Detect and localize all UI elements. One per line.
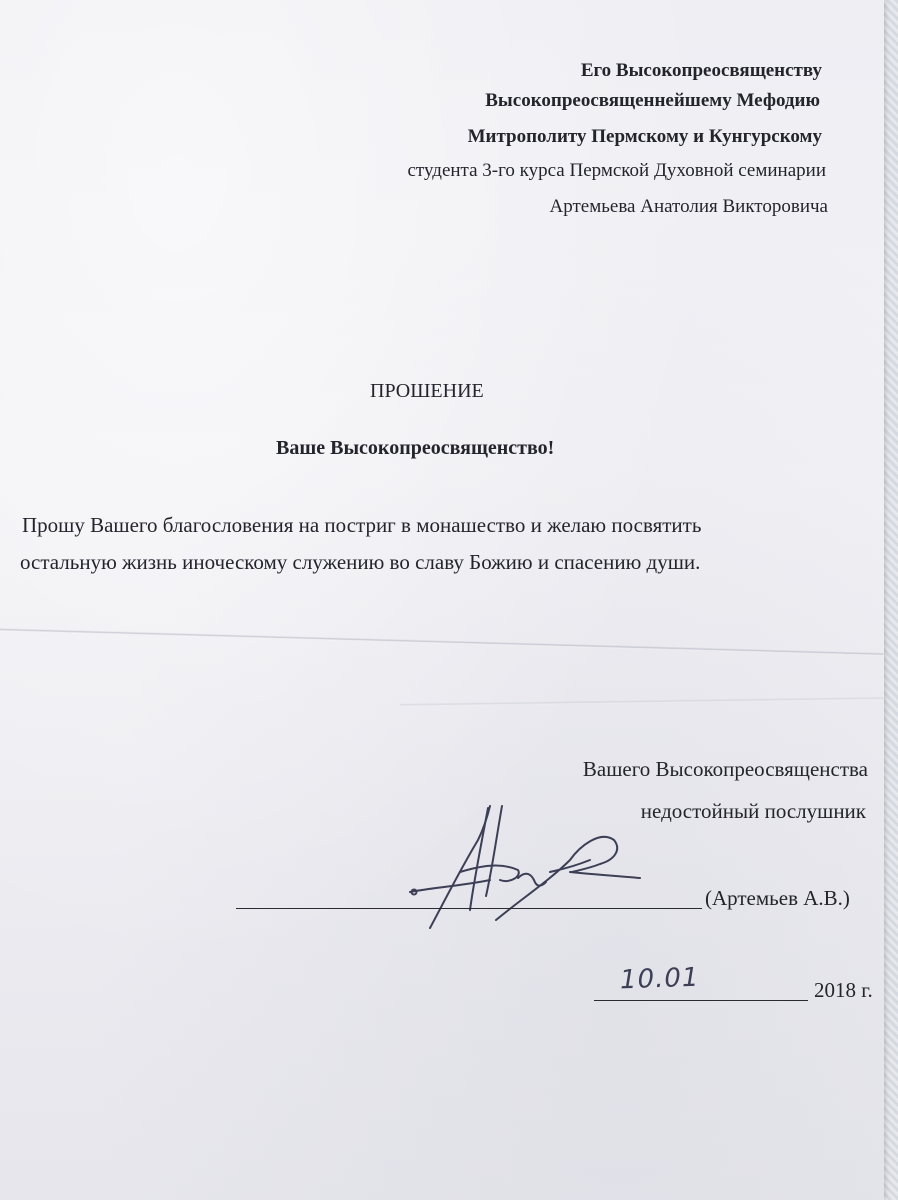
paper-fold — [400, 697, 884, 707]
signature-line — [236, 908, 702, 909]
date-line — [594, 1000, 808, 1001]
closing-line-2: недостойный послушник — [640, 799, 866, 823]
addressee-line-2: Высокопреосвященнейшему Мефодию — [485, 90, 820, 111]
body-line-1: Прошу Вашего благословения на постриг в монашество и желаю посвятить — [22, 513, 702, 537]
sender-line-2: Артемьева Анатолия Викторовича — [549, 196, 828, 217]
handwritten-signature — [400, 800, 650, 940]
date-year: 2018 г. — [814, 978, 873, 1002]
document-title: ПРОШЕНИЕ — [370, 380, 484, 402]
salutation: Ваше Высокопреосвященство! — [276, 437, 555, 459]
handwritten-date: 10.01 — [619, 962, 700, 996]
signatory-name: (Артемьев А.В.) — [705, 886, 850, 910]
sender-line-1: студента 3-го курса Пермской Духовной семинарии — [407, 160, 826, 181]
body-line-2: остальную жизнь иноческому служению во славу Божию и спасению души. — [20, 550, 701, 574]
paper-fold — [0, 628, 884, 656]
closing-line-1: Вашего Высокопреосвященства — [582, 757, 868, 781]
addressee-line-3: Митрополиту Пермскому и Кунгурскому — [467, 126, 822, 147]
addressee-line-1: Его Высокопреосвященству — [580, 60, 822, 81]
